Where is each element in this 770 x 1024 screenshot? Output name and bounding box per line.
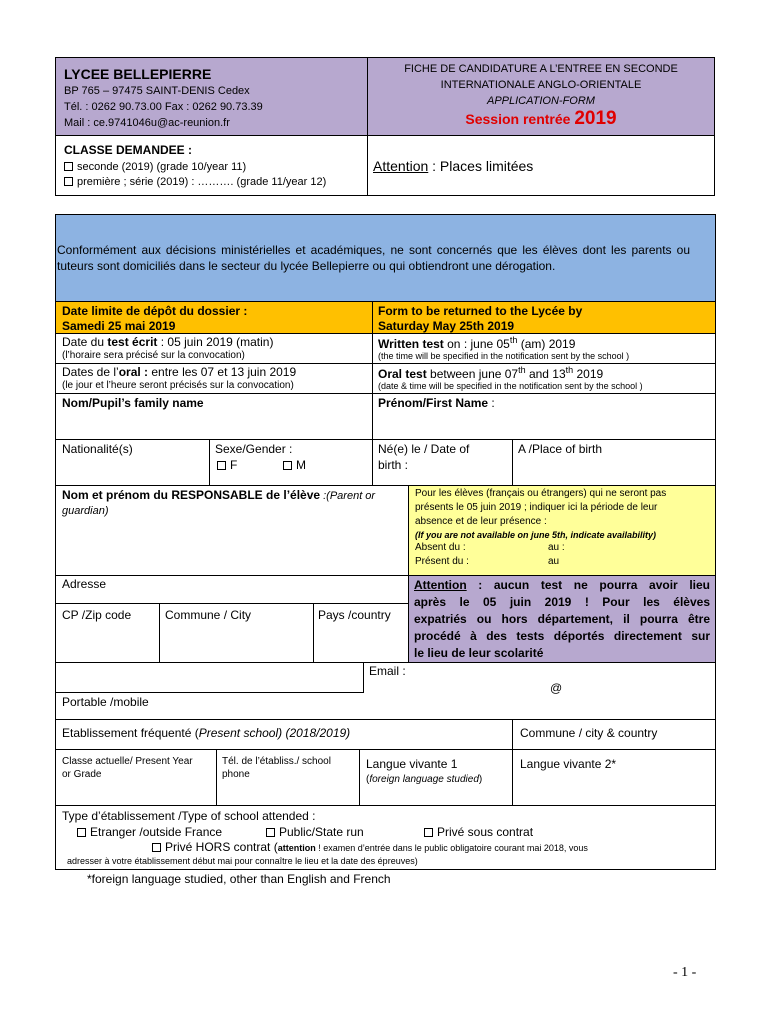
attention-note — [414, 577, 710, 662]
grade-field[interactable]: or Grade — [62, 769, 102, 780]
guardian-label: Nom et prénom du RESPONSABLE de l’élève — [62, 488, 321, 502]
absent-to[interactable]: au : — [548, 542, 565, 553]
classe-option-premiere[interactable] — [64, 176, 326, 189]
availability-note-4: (If you are not available on june 5th, indicate availability) — [415, 530, 657, 540]
first-name-field[interactable] — [378, 396, 495, 410]
school-type-hors-contrat[interactable] — [152, 840, 588, 854]
attention-note-5: le lieu de leur scolarité — [414, 646, 544, 660]
checkbox[interactable] — [217, 461, 226, 470]
test-ecrit-b: test écrit — [107, 335, 158, 349]
deadline-en-1: Form to be returned to the Lycée by — [378, 304, 583, 318]
present-to[interactable]: au — [548, 556, 560, 567]
school-phone-label-1: Tél. de l’établiss./ school — [222, 756, 331, 767]
school-phone-field[interactable]: phone — [222, 769, 250, 780]
classe-option-seconde[interactable] — [64, 161, 246, 174]
session-year: 2019 — [574, 108, 617, 129]
address-field[interactable]: Adresse — [62, 577, 107, 591]
divider — [512, 749, 513, 805]
session — [368, 109, 714, 129]
divider — [512, 439, 513, 485]
attention-word: Attention — [373, 158, 429, 174]
nationality-field[interactable]: Nationalité(s) — [62, 442, 133, 456]
school-address: BP 765 – 97475 SAINT-DENIS Cedex — [64, 85, 250, 97]
gender-label: Sexe/Gender : — [215, 442, 293, 456]
divider — [363, 662, 364, 692]
divider — [56, 719, 715, 720]
test-ecrit-note: (l’horaire sera précisé sur la convocation) — [62, 350, 245, 361]
school-type-title: Type d’établissement /Type of school attended : — [62, 809, 316, 823]
footnote: *foreign language studied, other than English and French — [87, 872, 391, 886]
divider — [56, 603, 408, 604]
gender-m-label: M — [296, 458, 306, 472]
divider — [372, 439, 373, 485]
oral-test-sup2: th — [565, 365, 574, 375]
email-at: @ — [550, 681, 563, 695]
divider — [56, 749, 715, 750]
oral-test-c: and 13 — [525, 367, 566, 381]
language-1-field[interactable]: Langue vivante 1 — [366, 757, 458, 771]
form-title-line1: FICHE DE CANDIDATURE A L’ENTREE EN SECONDE — [404, 63, 678, 75]
test-oral-a: Dates de l’ — [62, 365, 119, 379]
divider — [216, 749, 217, 805]
checkbox[interactable] — [266, 828, 275, 837]
test-ecrit-c: : 05 juin 2019 (matin) — [157, 335, 274, 349]
checkbox[interactable] — [424, 828, 433, 837]
divider — [512, 719, 513, 749]
present-school-a: Etablissement fréquenté ( — [62, 726, 199, 740]
language-1-note: (foreign language studied) — [366, 774, 483, 785]
school-name: LYCEE BELLEPIERRE — [64, 66, 212, 82]
checkbox[interactable] — [64, 162, 73, 171]
zip-code-field[interactable]: CP /Zip code — [62, 608, 132, 622]
birth-date-label-2[interactable]: birth : — [378, 458, 409, 472]
attention-note-3: expatriés ou hors département, il pourra être — [414, 612, 710, 626]
email-field[interactable]: Email : — [369, 664, 406, 678]
test-ecrit — [62, 335, 273, 349]
attention-text: : Places limitées — [428, 158, 534, 174]
language-2-field[interactable]: Langue vivante 2* — [520, 757, 617, 771]
test-oral — [62, 365, 296, 379]
divider — [56, 363, 715, 364]
written-test-c: (am) 2019 — [517, 337, 576, 351]
city-field[interactable]: Commune / City — [165, 608, 252, 622]
guardian-paren: :(Parent or — [320, 490, 376, 502]
session-label: Session rentrée — [465, 111, 571, 127]
attention-note-2: après le 05 juin 2019 ! Pour les élèves — [414, 595, 710, 609]
deadline-en-2: Saturday May 25th 2019 — [378, 319, 515, 333]
divider — [56, 333, 715, 334]
first-name-colon: : — [488, 396, 495, 410]
oral-test-note: (date & time will be specified in the notification sent by the school ) — [378, 381, 643, 391]
attention-note-1: : aucun test ne pourra avoir lieu — [466, 578, 710, 592]
birth-place-field[interactable]: A /Place of birth — [518, 442, 603, 456]
school-mail: Mail : ce.9741046u@ac-reunion.fr — [64, 117, 230, 129]
classe-option-premiere-label: première ; série (2019) : ………. (grade 11/year 12) — [77, 176, 327, 188]
deadline-fr-1: Date limite de dépôt du dossier : — [62, 304, 248, 318]
written-test-b: on : june 05 — [443, 337, 510, 351]
divider — [159, 603, 160, 662]
birth-date-label-1: Né(e) le / Date of — [378, 442, 470, 456]
divider — [372, 302, 373, 439]
oral-test-b: between june 07 — [426, 367, 519, 381]
school-type-note: adresser à votre établissement début mai pour connaître le lieu et la date des épreuves) — [67, 856, 418, 866]
oral-test-sup1: th — [518, 365, 526, 375]
school-phone: Tél. : 0262 90.73.00 Fax : 0262 90.73.39 — [64, 101, 263, 113]
school-type-hors-label: Privé HORS contrat ( — [165, 840, 278, 854]
form-title-line2: INTERNATIONALE ANGLO-ORIENTALE — [440, 79, 642, 91]
divider — [313, 603, 314, 662]
divider — [56, 662, 715, 663]
school-city-field[interactable]: Commune / city & country — [520, 726, 658, 740]
written-test-a: Written test — [378, 337, 444, 351]
guardian-paren-2: guardian) — [62, 505, 109, 517]
school-type-public-label: Public/State run — [279, 825, 364, 839]
guardian-field[interactable] — [62, 488, 375, 503]
present-school-b: Present school) (2018/2019) — [198, 726, 351, 740]
classe-option-seconde-label: seconde (2019) (grade 10/year 11) — [77, 161, 247, 173]
present-school-field[interactable] — [62, 726, 350, 740]
notice-text: Conformément aux décisions ministérielles et académiques, ne sont concernés que les élèves dont les parents ou tuteurs sont domiciliés dans le secteur du lycée Bellepierre ou qui obtiendront une dérogation. — [57, 243, 690, 274]
checkbox[interactable] — [152, 843, 161, 852]
school-type-outside-france-label: Etranger /outside France — [90, 825, 223, 839]
page-number: - 1 - — [673, 965, 697, 980]
classe-title: CLASSE DEMANDEE : — [64, 143, 193, 157]
checkbox[interactable] — [64, 177, 73, 186]
gender-f-option[interactable] — [217, 458, 237, 472]
divider — [56, 805, 715, 806]
deadline-fr-2: Samedi 25 mai 2019 — [62, 319, 176, 333]
oral-test-d: 2019 — [573, 367, 604, 381]
divider — [56, 439, 715, 440]
language-1-note-text: foreign language studied — [369, 774, 479, 785]
oral-test-a: Oral test — [378, 367, 427, 381]
checkbox[interactable] — [283, 461, 292, 470]
grade-label-1: Classe actuelle/ Present Year — [62, 756, 193, 767]
country-field[interactable]: Pays /country — [318, 608, 391, 622]
availability-note-3: absence et de leur présence : — [415, 516, 547, 527]
mobile-field[interactable]: Portable /mobile — [62, 695, 149, 709]
gender-f-label: F — [230, 458, 238, 472]
places-limitees — [373, 158, 533, 175]
availability-note-1: Pour les élèves (français ou étrangers) qui ne seront pas — [415, 488, 667, 499]
test-oral-c: entre les 07 et 13 juin 2019 — [148, 365, 297, 379]
divider — [56, 393, 715, 394]
attention-note-word: Attention — [414, 578, 467, 592]
form-subtitle: APPLICATION-FORM — [487, 95, 595, 107]
absent-from[interactable]: Absent du : — [415, 542, 466, 553]
school-type-prive-label: Privé sous contrat — [437, 825, 534, 839]
written-test-sup: th — [509, 335, 518, 345]
divider — [359, 749, 360, 805]
family-name-field[interactable]: Nom/Pupil’s family name — [62, 396, 204, 410]
gender-m-option[interactable] — [283, 458, 306, 472]
attention-note-4: procédé à des tests déportés directement sur — [414, 629, 710, 643]
form-title — [368, 61, 714, 129]
test-ecrit-a: Date du — [62, 335, 108, 349]
test-oral-note: (le jour et l’heure seront précisés sur la convocation) — [62, 380, 294, 391]
school-type-hors-rest: ! examen d’entrée dans le public obligatoire courant mai 2018, vous — [315, 843, 588, 853]
school-type-outside-france[interactable] — [77, 825, 222, 839]
availability-note-2: présents le 05 juin 2019 ; indiquer ici la période de leur — [415, 502, 658, 513]
test-oral-b: oral : — [118, 365, 149, 379]
present-from[interactable]: Présent du : — [415, 556, 469, 567]
first-name-label: Prénom/First Name — [378, 396, 489, 410]
school-type-public[interactable] — [266, 825, 364, 839]
school-type-prive[interactable] — [424, 825, 533, 839]
school-type-hors-attention: attention — [277, 843, 316, 853]
divider — [209, 439, 210, 485]
checkbox[interactable] — [77, 828, 86, 837]
divider — [56, 692, 364, 693]
written-test-note: (the time will be specified in the notification sent by the school ) — [378, 351, 630, 361]
oral-test — [378, 365, 603, 381]
written-test — [378, 335, 575, 351]
